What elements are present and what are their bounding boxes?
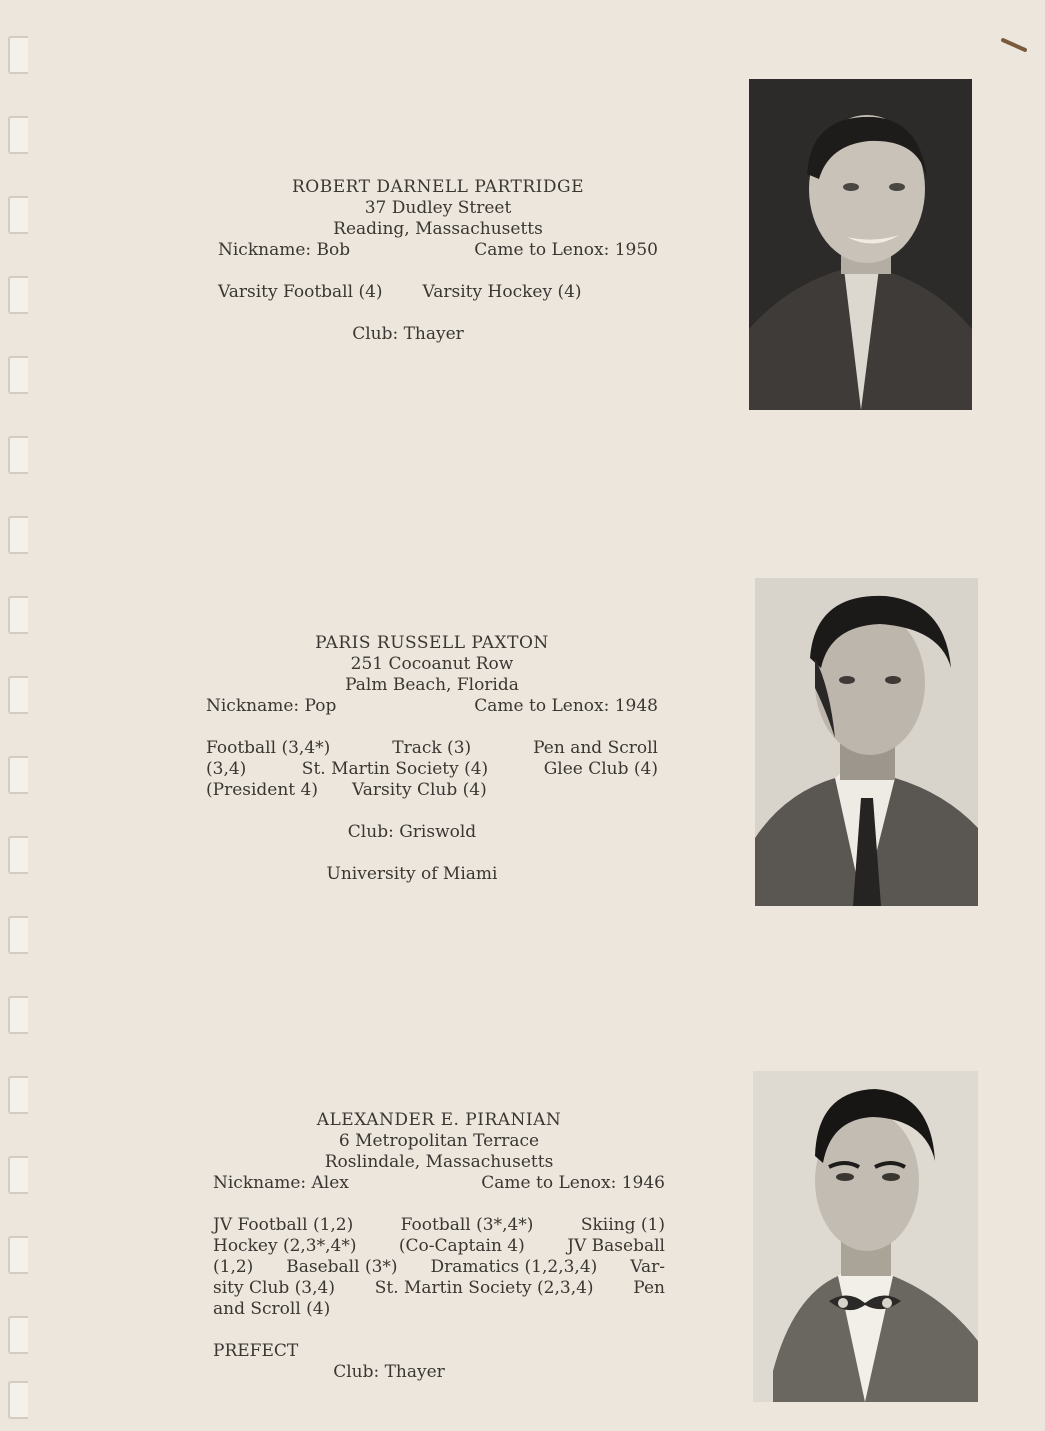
student-office: PREFECT <box>213 1341 299 1361</box>
activity: Varsity Hockey (4) <box>422 282 582 302</box>
student-college: University of Miami <box>326 864 498 884</box>
activity: Skiing (1) <box>580 1215 665 1235</box>
student-street: 37 Dudley Street <box>364 198 512 218</box>
activities-line <box>213 1278 665 1299</box>
binding-hole <box>8 916 28 954</box>
activity: Hockey (2,3*,4*) <box>213 1236 357 1256</box>
binding-hole <box>8 436 28 474</box>
portrait-photo-partridge <box>749 79 972 410</box>
activity: Dramatics (1,2,3,4) <box>430 1257 598 1277</box>
activity: Football (3,4*) <box>206 738 331 758</box>
student-name: ROBERT DARNELL PARTRIDGE <box>292 177 584 197</box>
binding-hole <box>8 756 28 794</box>
student-entry-paxton <box>206 633 658 885</box>
activity: Pen <box>633 1278 665 1298</box>
activity: sity Club (3,4) <box>213 1278 335 1298</box>
binding-hole <box>8 596 28 634</box>
activity: Varsity Club (4) <box>352 780 487 800</box>
student-nickname: Nickname: Bob <box>218 240 351 260</box>
activity: (Co-Captain 4) <box>398 1236 525 1256</box>
activities-line <box>213 1257 665 1278</box>
binding-hole <box>8 276 28 314</box>
student-city: Reading, Massachusetts <box>333 219 543 239</box>
activities-line <box>213 1236 665 1257</box>
binding-hole <box>8 1316 28 1354</box>
activities-line <box>206 780 658 801</box>
student-entry-piranian <box>213 1110 665 1383</box>
activities-line <box>213 1299 665 1320</box>
activity: Baseball (3*) <box>286 1257 398 1277</box>
activities-line <box>206 759 658 780</box>
student-entry-partridge <box>218 177 658 345</box>
student-came-to-lenox: Came to Lenox: 1946 <box>481 1173 665 1193</box>
portrait-photo-piranian <box>753 1071 978 1402</box>
activity: (1,2) <box>213 1257 254 1277</box>
binding-hole <box>8 996 28 1034</box>
student-city: Roslindale, Massachusetts <box>324 1152 554 1172</box>
binding-hole <box>8 1236 28 1274</box>
activities-line <box>213 1215 665 1236</box>
student-city: Palm Beach, Florida <box>345 675 519 695</box>
activity: Var- <box>630 1257 665 1277</box>
binding-hole <box>8 836 28 874</box>
binding-hole <box>8 36 28 74</box>
pencil-mark <box>1000 37 1027 52</box>
student-club: Club: Thayer <box>352 324 464 344</box>
student-club: Club: Griswold <box>347 822 477 842</box>
binding-hole <box>8 516 28 554</box>
activity: (President 4) <box>206 780 318 800</box>
activity: and Scroll (4) <box>213 1299 331 1319</box>
student-nickname: Nickname: Pop <box>206 696 337 716</box>
student-name: PARIS RUSSELL PAXTON <box>315 633 549 653</box>
student-street: 251 Cocoanut Row <box>350 654 514 674</box>
binding-hole <box>8 1076 28 1114</box>
activity: Glee Club (4) <box>543 759 658 779</box>
student-nickname: Nickname: Alex <box>213 1173 349 1193</box>
binding-hole <box>8 356 28 394</box>
portrait-photo-paxton <box>755 578 978 906</box>
student-street: 6 Metropolitan Terrace <box>338 1131 540 1151</box>
activities-line <box>206 738 658 759</box>
activity: JV Baseball <box>567 1236 665 1256</box>
student-name: ALEXANDER E. PIRANIAN <box>316 1110 562 1130</box>
student-came-to-lenox: Came to Lenox: 1948 <box>474 696 658 716</box>
activity: Varsity Football (4) <box>218 282 383 302</box>
activity: St. Martin Society (2,3,4) <box>374 1278 594 1298</box>
binding-hole <box>8 196 28 234</box>
student-came-to-lenox: Came to Lenox: 1950 <box>474 240 658 260</box>
activity: Football (3*,4*) <box>400 1215 534 1235</box>
activity: (3,4) <box>206 759 247 779</box>
student-club: Club: Thayer <box>333 1362 445 1382</box>
activity: Pen and Scroll <box>533 738 658 758</box>
binding-hole <box>8 1381 28 1419</box>
binding-hole <box>8 116 28 154</box>
activity: Track (3) <box>392 738 472 758</box>
binding-hole <box>8 1156 28 1194</box>
activity: St. Martin Society (4) <box>301 759 489 779</box>
activity: JV Football (1,2) <box>213 1215 354 1235</box>
binding-holes <box>8 36 34 1416</box>
binding-hole <box>8 676 28 714</box>
